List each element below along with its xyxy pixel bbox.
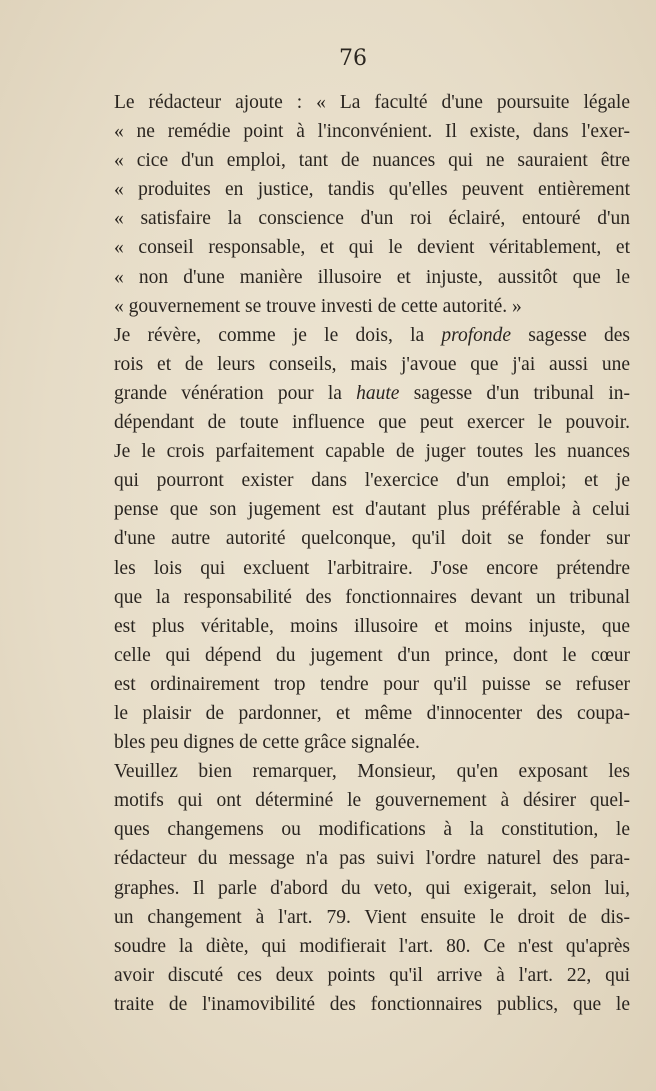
- text-line: Le rédacteur ajoute : « La faculté d'une poursuite légale: [114, 92, 630, 113]
- text-line: bles peu dignes de cette grâce signalée.: [114, 732, 420, 754]
- text-line: les lois qui excluent l'arbitraire. J'ose encore prétendre: [114, 557, 630, 579]
- paragraph-2: [114, 321, 630, 757]
- text-line: graphes. Il parle d'abord du veto, qui exigerait, selon lui,: [114, 877, 630, 899]
- text-line: soudre la diète, qui modifierait l'art. 80. Ce n'est qu'après: [114, 935, 630, 957]
- text-line: rédacteur du message n'a pas suivi l'ordre naturel des para-: [114, 848, 630, 870]
- emphasis-text: profonde: [441, 324, 512, 346]
- text-line: est ordinairement trop tendre pour qu'il puisse se refuser: [114, 673, 630, 695]
- text-line: grande vénération pour la haute sagesse d'un tribunal in-: [114, 382, 630, 404]
- text-line: « conseil responsable, et qui le devient véritablement, et: [114, 237, 630, 259]
- text-line: « cice d'un emploi, tant de nuances qui ne sauraient être: [114, 150, 630, 172]
- text-line: Veuillez bien remarquer, Monsieur, qu'en exposant les: [114, 761, 630, 783]
- text-line: « produites en justice, tandis qu'elles peuvent entièrement: [114, 179, 630, 201]
- paragraph-1: [114, 88, 630, 321]
- text-line: que la responsabilité des fonctionnaires devant un tribunal: [114, 586, 630, 608]
- emphasis-text: haute: [356, 382, 400, 404]
- body-text: [114, 88, 630, 1019]
- page-number: 76: [339, 46, 367, 71]
- text-line: rois et de leurs conseils, mais j'avoue que j'ai aussi une: [114, 353, 630, 375]
- text-line: le plaisir de pardonner, et même d'innocenter des coupa-: [114, 702, 630, 724]
- text-line: « satisfaire la conscience d'un roi éclairé, entouré d'un: [114, 208, 630, 230]
- text-line: Je révère, comme je le dois, la profonde sagesse des: [114, 324, 630, 346]
- text-line: d'une autre autorité quelconque, qu'il doit se fonder sur: [114, 528, 630, 550]
- text-line: motifs qui ont déterminé le gouvernement à désirer quel-: [114, 790, 630, 812]
- text-line: pense que son jugement est d'autant plus préférable à celui: [114, 499, 630, 521]
- text-line: est plus véritable, moins illusoire et moins injuste, que: [114, 615, 630, 637]
- text-line: traite de l'inamovibilité des fonctionnaires publics, que le: [114, 993, 630, 1015]
- paragraph-3: [114, 757, 630, 1019]
- text-line: « ne remédie point à l'inconvénient. Il existe, dans l'exer-: [114, 121, 630, 143]
- text-line: ques changemens ou modifications à la constitution, le: [114, 819, 630, 841]
- text-line: un changement à l'art. 79. Vient ensuite le droit de dis-: [114, 906, 630, 928]
- text-line: Je le crois parfaitement capable de juger toutes les nuances: [114, 441, 630, 463]
- text-line: dépendant de toute influence que peut exercer le pouvoir.: [114, 412, 630, 434]
- text-line: avoir discuté ces deux points qu'il arrive à l'art. 22, qui: [114, 964, 630, 986]
- text-line: « non d'une manière illusoire et injuste, aussitôt que le: [114, 266, 630, 288]
- text-line: celle qui dépend du jugement d'un prince, dont le cœur: [114, 644, 630, 666]
- text-line: « gouvernement se trouve investi de cette autorité. »: [114, 295, 522, 317]
- text-line: qui pourront exister dans l'exercice d'un emploi; et je: [114, 470, 630, 492]
